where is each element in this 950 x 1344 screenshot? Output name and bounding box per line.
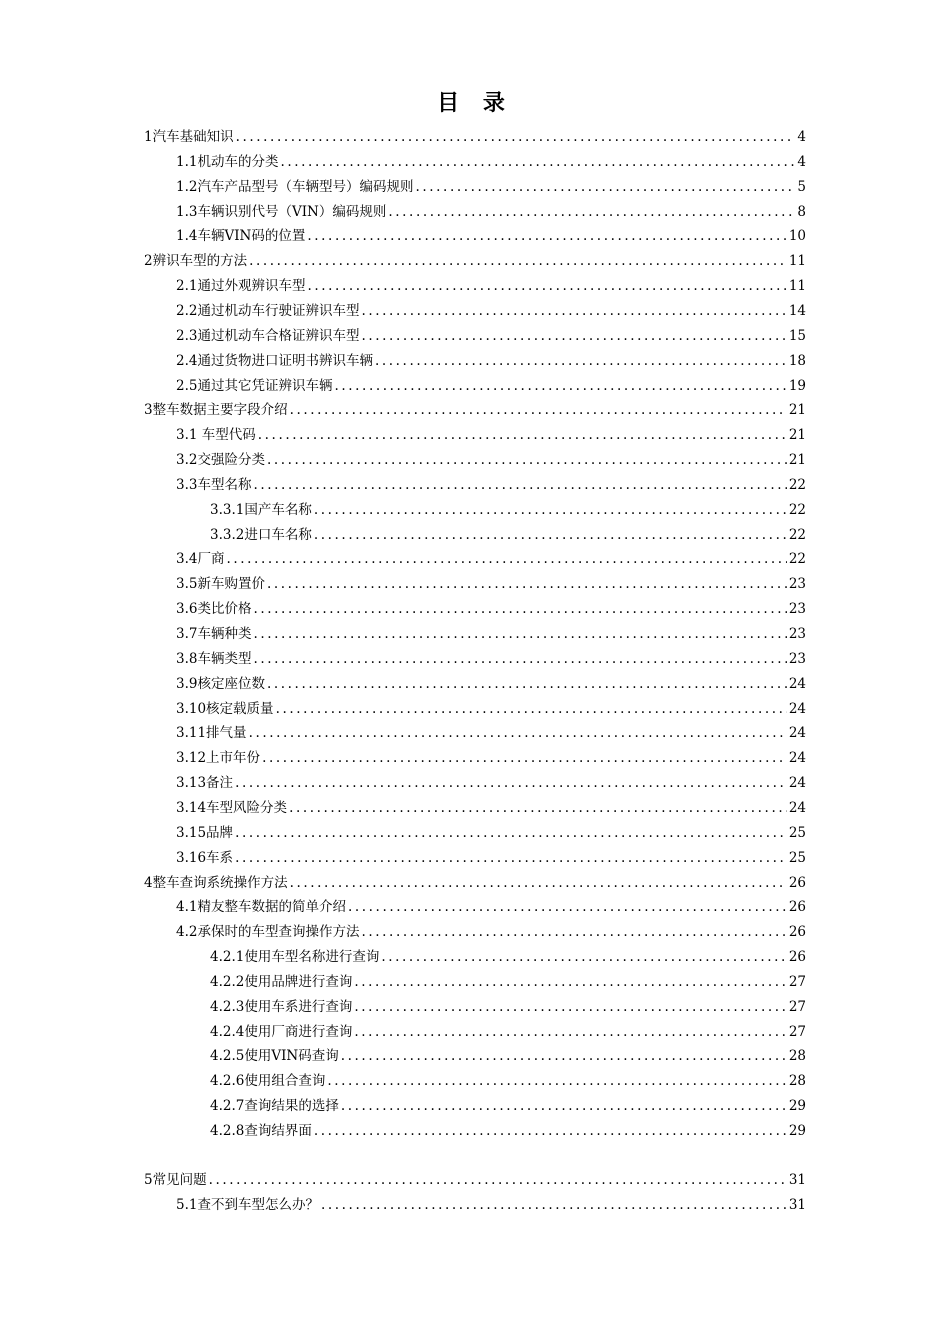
toc-entry-label: 2辨识车型的方法 [144, 253, 248, 270]
toc-entry-label: 3.8车辆类型 [176, 650, 252, 667]
toc-entry[interactable] [176, 821, 806, 845]
toc-entry[interactable] [144, 1168, 806, 1192]
toc-entry-page-number: 24 [788, 725, 806, 742]
toc-entry-label: 4.2.6使用组合查询 [210, 1073, 326, 1090]
toc-entry-label: 3.7车辆种类 [176, 626, 252, 642]
toc-entry-label: 4.1精友整车数据的简单介绍 [176, 899, 346, 916]
toc-entry-page-number: 29 [788, 1098, 806, 1115]
toc-entry-label: 3.5新车购置价 [176, 576, 265, 593]
toc-dot-leader [314, 1119, 787, 1143]
toc-dot-leader [235, 821, 787, 845]
toc-entry[interactable] [210, 1119, 806, 1143]
toc-entry-page-number: 22 [788, 501, 806, 518]
toc-entry-page-number: 26 [788, 924, 806, 941]
toc-dot-leader [209, 1168, 787, 1192]
toc-entry[interactable] [176, 473, 806, 497]
toc-entry-page-number: 29 [788, 1123, 806, 1139]
toc-entry-label: 3.10核定载质量 [176, 700, 274, 717]
toc-dot-leader [280, 150, 795, 174]
toc-entry[interactable] [210, 1044, 806, 1068]
toc-entry[interactable] [176, 1193, 806, 1217]
toc-entry[interactable] [176, 175, 806, 199]
toc-entry-label: 3.16车系 [176, 849, 234, 866]
toc-entry[interactable] [144, 249, 806, 273]
toc-entry[interactable] [176, 597, 806, 621]
toc-entry-page-number: 27 [788, 998, 806, 1015]
toc-entry[interactable] [176, 796, 806, 820]
toc-entry-page-number: 26 [788, 874, 806, 891]
toc-entry-label: 2.4通过货物进口证明书辨识车辆 [176, 352, 373, 369]
toc-entry-page-number: 31 [788, 1196, 806, 1213]
toc-entry-page-number: 28 [788, 1073, 806, 1090]
toc-dot-leader [267, 672, 787, 696]
toc-entry-label: 2.3通过机动车合格证辨识车型 [176, 327, 360, 344]
toc-entry[interactable] [210, 995, 806, 1019]
toc-dot-leader [258, 423, 787, 447]
toc-dot-leader [361, 920, 786, 944]
toc-entry-label: 2.5通过其它凭证辨识车辆 [176, 377, 333, 394]
toc-dot-leader [415, 175, 795, 199]
toc-dot-leader [354, 1020, 786, 1044]
toc-entry[interactable] [176, 349, 806, 373]
toc-entry[interactable] [210, 945, 806, 969]
toc-entry-label: 2.2通过机动车行驶证辨识车型 [176, 302, 360, 319]
toc-dot-leader [226, 547, 786, 571]
toc-dot-leader [235, 771, 787, 795]
toc-entry[interactable] [176, 846, 806, 870]
toc-dot-leader [290, 871, 787, 895]
toc-entry-label: 3.2交强险分类 [176, 452, 265, 469]
toc-entry-page-number: 24 [788, 750, 806, 767]
toc-dot-leader [354, 995, 786, 1019]
toc-entry[interactable] [176, 200, 806, 224]
toc-entry-label: 3.4厂商 [176, 551, 225, 568]
toc-entry-page-number: 24 [788, 675, 806, 692]
toc-entry-label: 1.2汽车产品型号（车辆型号）编码规则 [176, 178, 414, 195]
toc-dot-leader [314, 498, 787, 522]
toc-entry-page-number: 23 [788, 601, 806, 618]
toc-dot-leader [348, 895, 787, 919]
toc-entry-label: 3.6类比价格 [176, 601, 252, 618]
toc-entry-page-number: 22 [788, 476, 806, 493]
toc-entry-label: 3.14车型风险分类 [176, 799, 288, 816]
toc-entry-page-number: 27 [788, 973, 806, 990]
toc-entry[interactable] [144, 398, 806, 422]
toc-entry-page-number: 19 [788, 377, 806, 394]
toc-entry-page-number: 18 [788, 352, 806, 369]
toc-entry-page-number: 31 [788, 1171, 806, 1188]
toc-entry[interactable] [176, 547, 806, 571]
toc-entry-label: 3.11排气量 [176, 725, 247, 742]
toc-dot-leader [341, 1094, 787, 1118]
toc-entry-page-number: 22 [788, 551, 806, 568]
toc-entry-page-number: 24 [788, 700, 806, 717]
toc-dot-leader [235, 846, 787, 870]
toc-entry-page-number: 11 [788, 278, 806, 295]
toc-dot-leader [276, 697, 787, 721]
toc-dot-leader [249, 721, 787, 745]
toc-entry-label: 4.2.7查询结果的选择 [210, 1098, 339, 1115]
toc-entry-page-number: 21 [788, 402, 806, 419]
toc-entry-page-number: 11 [788, 253, 806, 270]
toc-entry[interactable] [144, 871, 806, 895]
toc-dot-leader [236, 125, 796, 149]
toc-dot-leader [267, 572, 787, 596]
toc-dot-leader [314, 523, 787, 547]
toc-entry-page-number: 21 [788, 427, 806, 444]
toc-entry[interactable] [176, 324, 806, 348]
toc-entry[interactable] [144, 125, 806, 149]
toc-entry-page-number: 5 [797, 178, 806, 195]
toc-dot-leader [253, 647, 786, 671]
toc-entry[interactable] [176, 299, 806, 323]
toc-entry[interactable] [176, 746, 806, 770]
toc-dot-leader [262, 746, 787, 770]
toc-entry-page-number: 27 [788, 1023, 806, 1040]
toc-entry-page-number: 28 [788, 1048, 806, 1065]
toc-dot-leader [354, 970, 786, 994]
toc-entry-label: 4.2.3使用车系进行查询 [210, 998, 353, 1015]
toc-dot-leader [388, 200, 795, 224]
toc-entry-page-number: 25 [788, 824, 806, 841]
toc-entry[interactable] [176, 224, 806, 248]
toc-entry[interactable] [176, 672, 806, 696]
toc-entry-page-number: 10 [788, 228, 806, 245]
toc-dot-leader [253, 473, 786, 497]
toc-entry[interactable] [176, 697, 806, 721]
toc-entry-page-number: 8 [797, 203, 806, 220]
toc-entry[interactable] [176, 374, 806, 398]
toc-entry-label: 3.12上市年份 [176, 750, 261, 767]
toc-entry-page-number: 26 [788, 899, 806, 916]
toc-entry-label: 3.1 车型代码 [176, 427, 256, 444]
toc-entry-page-number: 14 [788, 302, 806, 319]
toc-entry-label: 4整车查询系统操作方法 [144, 874, 288, 891]
toc-entry-page-number: 23 [788, 650, 806, 667]
toc-entry-page-number: 24 [788, 775, 806, 792]
toc-entry-page-number: 22 [788, 526, 806, 543]
toc-dot-leader [341, 1044, 787, 1068]
toc-entry-page-number: 21 [788, 452, 806, 469]
toc-dot-leader [361, 299, 786, 323]
toc-entry-label: 4.2承保时的车型查询操作方法 [176, 924, 360, 941]
toc-entry-page-number: 26 [788, 949, 806, 966]
toc-entry-label: 5常见问题 [144, 1171, 207, 1188]
toc-entry-page-number: 4 [797, 153, 806, 170]
toc-dot-leader [249, 249, 787, 273]
toc-entry[interactable] [210, 1094, 806, 1118]
toc-dot-leader [253, 597, 786, 621]
toc-entry-label: 3.9核定座位数 [176, 675, 265, 692]
toc-entry[interactable] [176, 895, 806, 919]
toc-entry[interactable] [210, 970, 806, 994]
toc-entry[interactable] [210, 498, 806, 522]
toc-dot-leader [289, 796, 787, 820]
toc-entry-label: 4.2.2使用品牌进行查询 [210, 973, 353, 990]
toc-entry-label: 3.13备注 [176, 775, 234, 792]
toc-entry[interactable] [176, 920, 806, 944]
toc-entry-label: 3.3车型名称 [176, 476, 252, 493]
toc-entry[interactable] [176, 274, 806, 298]
toc-entry-label: 4.2.4使用厂商进行查询 [210, 1023, 353, 1040]
toc-entry-label: 3.3.1国产车名称 [210, 501, 312, 518]
toc-entry-page-number: 23 [788, 626, 806, 642]
toc-entry-label: 1汽车基础知识 [144, 129, 234, 145]
toc-entry[interactable] [176, 771, 806, 795]
toc-entry[interactable] [210, 523, 806, 547]
toc-entry[interactable] [176, 150, 806, 174]
toc-entry-label: 4.2.1使用车型名称进行查询 [210, 949, 380, 966]
toc-entry-label: 1.1机动车的分类 [176, 153, 279, 170]
toc-dot-leader [253, 622, 786, 646]
toc-entry-label: 3.15品牌 [176, 824, 234, 841]
toc-entry[interactable] [176, 647, 806, 671]
toc-entry[interactable] [176, 622, 806, 646]
toc-entry-page-number: 4 [797, 129, 806, 145]
toc-dot-leader [307, 274, 786, 298]
toc-entry[interactable] [176, 423, 806, 447]
toc-dot-leader [327, 1069, 786, 1093]
toc-entry[interactable] [210, 1069, 806, 1093]
toc-entry-page-number: 25 [788, 849, 806, 866]
toc-entry-label: 3.3.2进口车名称 [210, 526, 312, 543]
toc-dot-leader [290, 398, 787, 422]
toc-entry-label: 2.1通过外观辨识车型 [176, 278, 306, 295]
page-title: 目 录 [437, 91, 513, 116]
toc-entry-label: 4.2.5使用VIN码查询 [210, 1048, 339, 1065]
toc-entry-page-number: 24 [788, 799, 806, 816]
toc-dot-leader [267, 448, 787, 472]
toc-dot-leader [321, 1193, 787, 1217]
toc-entry[interactable] [210, 1020, 806, 1044]
toc-entry[interactable] [176, 448, 806, 472]
toc-dot-leader [307, 224, 786, 248]
toc-entry[interactable] [176, 572, 806, 596]
toc-entry-label: 4.2.8查询结界面 [210, 1123, 312, 1139]
toc-dot-leader [334, 374, 786, 398]
toc-dot-leader [381, 945, 786, 969]
toc-entry-label: 3整车数据主要字段介绍 [144, 402, 288, 419]
toc-dot-leader [361, 324, 786, 348]
toc-dot-leader [375, 349, 787, 373]
toc-entry[interactable] [176, 721, 806, 745]
toc-entry-label: 1.3车辆识别代号（VIN）编码规则 [176, 203, 387, 220]
toc-entry-label: 1.4车辆VIN码的位置 [176, 228, 306, 245]
toc-entry-label: 5.1查不到车型怎么办？ [176, 1196, 319, 1213]
toc-entry-page-number: 23 [788, 576, 806, 593]
toc-entry-page-number: 15 [788, 327, 806, 344]
